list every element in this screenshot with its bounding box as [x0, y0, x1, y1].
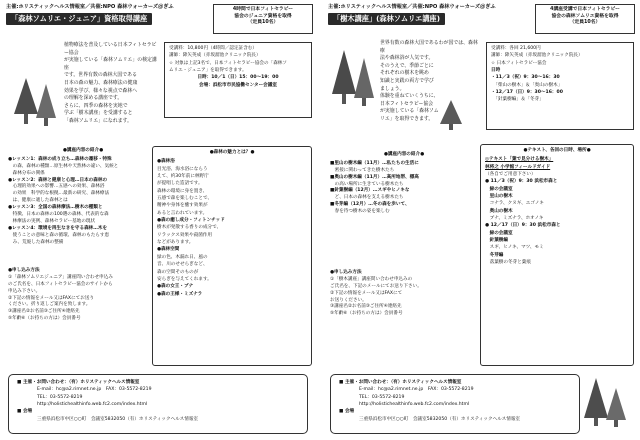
text-line: 緑の会議室 — [485, 230, 513, 236]
forest-line: ●森の癒し成分・フィトンチッド — [157, 218, 225, 224]
intro-line: が実施している「森林ソムリエ」の検定講座 — [64, 57, 157, 71]
apply-line: ①「森林ソムリエジュニア」講座問い合わせ申込み — [8, 274, 113, 280]
course-line: 特徴、日本の森林の100選の森林、代表的な森 — [8, 212, 109, 218]
apply-line: ご氏名を、下記のメールにてお送り下さい。 — [330, 283, 422, 289]
left-qualification-box — [213, 4, 313, 34]
text-line: ● 11／3（祝）9：30 浜松市森と — [485, 179, 558, 185]
intro-line: 「森林ソムリエ」になれます。 — [64, 117, 132, 124]
apply-line: ②下記の情報をメール又はFAXにて — [330, 290, 403, 296]
apply-line: ⑤年齢⑥（お持ちの方は）会員番号 — [8, 316, 81, 322]
course-line: ■里山の樹木編（11月）…私たちの生活に — [330, 160, 419, 166]
tree-illustration — [10, 74, 66, 128]
left-apply — [8, 268, 158, 323]
course-line: ■針葉樹編（12月）…スギやヒノキな — [330, 188, 410, 194]
forest-line: ●森林空間 — [157, 247, 180, 253]
footer-tel: TEL：03-5572-8219 — [359, 394, 405, 400]
forest-line: あると言われています。 — [157, 210, 208, 216]
apply-line: ください。折り返しご案内を致します。 — [8, 302, 91, 308]
course-line: ●レッスン3：全国の森林療法…樹木の種類と — [8, 205, 103, 211]
intro-line: そのうえで、季節ごとに — [380, 62, 434, 69]
left-intro — [64, 42, 160, 126]
forest-line: が提唱した造語です。 — [157, 181, 203, 187]
text-line: 里山の樹木 — [485, 194, 513, 200]
intro-line: ましょう。 — [380, 85, 405, 92]
text-line: 針葉樹編 — [485, 238, 508, 244]
text-line: 落葉樹の冬芽と葉痕 — [485, 260, 531, 266]
right-qualification-box — [535, 4, 635, 34]
info-line: ムリエ・ジュニア」を取得できます。 — [169, 68, 247, 74]
text-line: ブナ、ミズナラ、ホオノキ — [485, 216, 544, 222]
info-line: 受講料：10,800円（4時間／認定証含む） — [169, 46, 257, 51]
intro-line: 日本フィトセラピー協会 — [380, 100, 434, 107]
apply-line: お送りください。 — [330, 297, 367, 303]
intro-line: 効果を学び、様々な視点で森林へ — [64, 87, 138, 94]
apply-line: のご氏名を、日本フィトセラピー協会のサイトから — [8, 281, 113, 287]
footer-email: E-mail：hc@a2.rimnet.ne.jp FAX：03-5572-8219 — [37, 387, 152, 393]
intro-line: 知識と実践の両方で学び — [380, 77, 434, 84]
right-info-box — [486, 42, 634, 130]
left-box-line: 協会のジュニア資格を取得 — [234, 13, 292, 19]
intro-line: の理解を深める講座です。 — [64, 95, 123, 102]
left-footer — [8, 374, 308, 434]
course-line: の効果 科学的な根拠…最新の研究、森林療法 — [8, 191, 110, 197]
left-info-box — [164, 42, 312, 118]
forest-line: 目光浴、海水浴にならう — [157, 166, 208, 172]
course-line: 使うことの意味と森の循環、森林のもたらす恵 — [8, 232, 110, 238]
forest-line: 安らぎを与えてくれます。 — [157, 276, 212, 282]
forest-line: ●森の王様・ミズナラ — [157, 291, 203, 297]
course-line: 森林分布の関係 — [8, 170, 45, 176]
footer-tel: TEL：03-5572-8219 — [37, 394, 83, 400]
right-header-line1: 主催:ホリスティックヘルス情報室／共催:NPO 森林ウォーカーズ＠ぎふ — [328, 4, 496, 10]
left-courses — [8, 148, 158, 246]
section-heading: ●申し込み方法 — [8, 268, 40, 273]
info-line: ☆ 日本フィトセラピー協会 — [491, 60, 547, 66]
course-line: ●レッスン4：環境を再生なきを守る森林…木を — [8, 225, 108, 231]
intro-line: です。世界有数の森林大国である — [64, 72, 137, 79]
intro-line: さらに、四季の森林を実地で — [64, 102, 128, 109]
course-line: 春を待つ樹木の姿を楽しむ — [330, 209, 390, 215]
text-line: 緑の会議室 — [485, 186, 513, 192]
apply-line: ⑤年齢⑥（お持ちの方は）会員番号 — [330, 311, 403, 317]
text-line: 奥山の樹木 — [485, 208, 513, 214]
forest-line: えて、約30年前に林野庁 — [157, 174, 209, 180]
forest-line: リラックス効果や殺菌作用 — [157, 232, 212, 238]
section-heading: ●森林の魅力とは？● — [209, 150, 255, 155]
course-line: は、健康に適した森林とは — [8, 198, 68, 204]
apply-line: ③講座名②お名前③ご住所④連絡先 — [330, 304, 402, 310]
right-box-line: 4講座受講で日本フィトセラピー — [550, 7, 620, 12]
left-box-line: （定員10名） — [247, 20, 279, 26]
forest-line: 森の空間そのものが — [157, 269, 199, 275]
forest-line: ●森林浴 — [157, 159, 175, 165]
left-forest-box — [152, 146, 312, 366]
intro-line: 世界有数の森林大国であるわが国では、森林療 — [380, 40, 478, 54]
info-line: 日時 — [491, 68, 501, 74]
info-line: 「針葉樹編」＆「冬芽」 — [491, 97, 544, 103]
info-line: 講師：降矢英成（赤坂溜池クリニック院長） — [491, 53, 583, 59]
intro-line: 植物療法を普及している日本フィトセラピー協会 — [64, 42, 157, 56]
course-line: ■冬芽編（12月）…冬の森を歩いて、 — [330, 202, 410, 208]
tree-illustration — [330, 46, 378, 110]
footer-sponsor: ■ 主催・お問い合わせ：（有）ホリスティックヘルス情報室 — [339, 380, 462, 385]
section-heading: ●テキスト、各回の日時、場所● — [523, 148, 591, 153]
left-header-line1: 主催:ホリスティックヘルス情報室／共催:NPO 森林ウォーカーズ＠ぎふ — [6, 4, 174, 10]
footer-venue-label: ■ 会場 — [17, 409, 33, 415]
apply-line: ③講座名②お名前③ご住所④連絡先 — [8, 309, 80, 315]
right-intro — [380, 40, 482, 124]
course-line: の森、森林の種類…原生林や天然林の違い、気候と — [8, 163, 119, 169]
course-line: ●レッスン2：森林と健康と心理…日本の森林の — [8, 177, 108, 183]
footer-venue: 三重県浜松市中区○○町 会議室5832050（有）ホリスティックヘルス情報室 — [359, 416, 521, 422]
course-line: ど、日本の森林を支える樹木たち — [330, 195, 404, 201]
text-line: コナラ、クヌギ、エゴノキ — [485, 201, 544, 207]
forest-line: 五感で森を楽しむことで、 — [157, 196, 213, 202]
course-line: ●レッスン1：森林の成り立ち…森林の遷移・特殊 — [8, 156, 112, 162]
info-line: ☆ 対象は上記3名で、日本フィトセラピー協会の「森林ソ — [169, 60, 287, 66]
info-line: 会場：浜松市市民協働センター会議室 — [199, 82, 277, 88]
text-line: 林将之 小学館フィールドガイド — [485, 164, 551, 170]
intro-line: 体験を重ねていくうちに、 — [380, 93, 439, 100]
info-line: ・12／17（日）9：30～16：00 — [491, 90, 563, 96]
footer-url[interactable]: http://holistichealthinfo.web.fc2.com/index.html — [359, 402, 470, 408]
intro-line: 法や森林浴が人気です。 — [380, 55, 434, 62]
right-box-line: 協会の森林ソムリエ資格を取得 — [551, 13, 619, 19]
section-heading: ●講座内容の紹介● — [383, 152, 425, 157]
right-box-line: （定員10名） — [569, 20, 601, 26]
footer-email: E-mail：hc@a2.rimnet.ne.jp FAX：03-5572-8219 — [359, 387, 474, 393]
forest-line: 緑の色、木漏れ日、風の — [157, 254, 208, 260]
footer-url[interactable]: http://holistichealthinfo.web.fc2.com/index.html — [37, 402, 148, 408]
footer-sponsor: ■ 主催・お問い合わせ：（有）ホリスティックヘルス情報室 — [17, 380, 140, 385]
intro-line: 学ぶ「樹木講座」を受講すると — [64, 110, 133, 117]
intro-line: 日本の森の魅力、森林療法の健康 — [64, 79, 138, 86]
forest-line: などがあります。 — [157, 240, 194, 246]
forest-line: ●森の女王・ブナ — [157, 284, 194, 290]
course-line: 密接に関わってきた樹木たち — [330, 167, 395, 173]
section-heading: ●講座内容の紹介● — [62, 148, 104, 153]
text-line: スギ、ヒノキ、マツ、モミ — [485, 245, 544, 251]
right-apply — [330, 270, 478, 318]
forest-line: 精神や身体を癒す効果が — [157, 203, 208, 209]
course-line: み、荒廃した森林の整備 — [8, 239, 64, 245]
footer-venue-label: ■ 会場 — [339, 409, 355, 415]
text-line: ◎テキスト「葉で見分ける樹木」 — [485, 157, 554, 163]
course-line: 林療法の実例、森林セラピー基地の現状 — [8, 218, 96, 224]
info-line: 講師：降矢英成（赤坂溜池クリニック院長） — [169, 53, 261, 59]
section-heading: ●申し込み方法 — [330, 270, 362, 275]
left-title-banner: 「森林ソムリエ・ジュニア」資格取得講座 — [6, 13, 152, 25]
intro-line: リエ」を取得できます。 — [380, 115, 434, 122]
left-box-line: 4時間で日本フィトセラピー — [232, 7, 294, 12]
forest-line: 森林の環境に身を置き、 — [157, 188, 208, 194]
info-line: 日時：10／1（日）15：00～19：00 — [197, 75, 279, 81]
forest-line: 樹木が発散する香りの成分で、 — [157, 225, 222, 231]
intro-line: それぞれの樹木を眺め — [380, 70, 429, 77]
right-page — [324, 2, 638, 438]
apply-line: ①「樹木講座」講座問い合わせ申込みの — [330, 276, 413, 282]
text-line: ● 12／17（日）9：30 浜松市森と — [485, 223, 561, 229]
text-line: 冬芽編 — [485, 252, 504, 258]
right-courses — [330, 152, 478, 216]
footer-venue: 三重県浜松市中区○○町 会議室5832050（有）ホリスティックヘルス情報室 — [37, 416, 199, 422]
right-footer — [330, 374, 580, 434]
course-line: 心理的効果への影響…五感への効果、森林浴 — [8, 184, 105, 190]
intro-line: が実施している「森林ソム — [380, 108, 439, 115]
right-text-box — [480, 144, 634, 366]
course-line: の高い場所に生きている樹木たち — [330, 181, 404, 187]
right-title-banner: 「樹木講座」(森林ソムリエ講座) — [328, 13, 445, 25]
forest-line: 音、川のせせらぎなど、 — [157, 262, 208, 268]
info-line: ・11／3（祝）9：30～16：30 — [491, 75, 560, 81]
apply-line: 申込み下さい。 — [8, 288, 41, 294]
info-line: 受講料：各回 21,600円 — [491, 46, 541, 51]
info-line: 「柴山の樹木」＆「奥山の樹木」 — [491, 82, 563, 88]
footer-tree-illustration — [580, 374, 632, 430]
apply-line: ②下記の情報をメール又はFAXにてお送り — [8, 295, 95, 301]
text-line: （各自でご用意下さい） — [485, 172, 536, 178]
course-line: ■奥山の樹木編（11月）…高所地帯、標高 — [330, 174, 419, 180]
left-page — [2, 2, 316, 438]
